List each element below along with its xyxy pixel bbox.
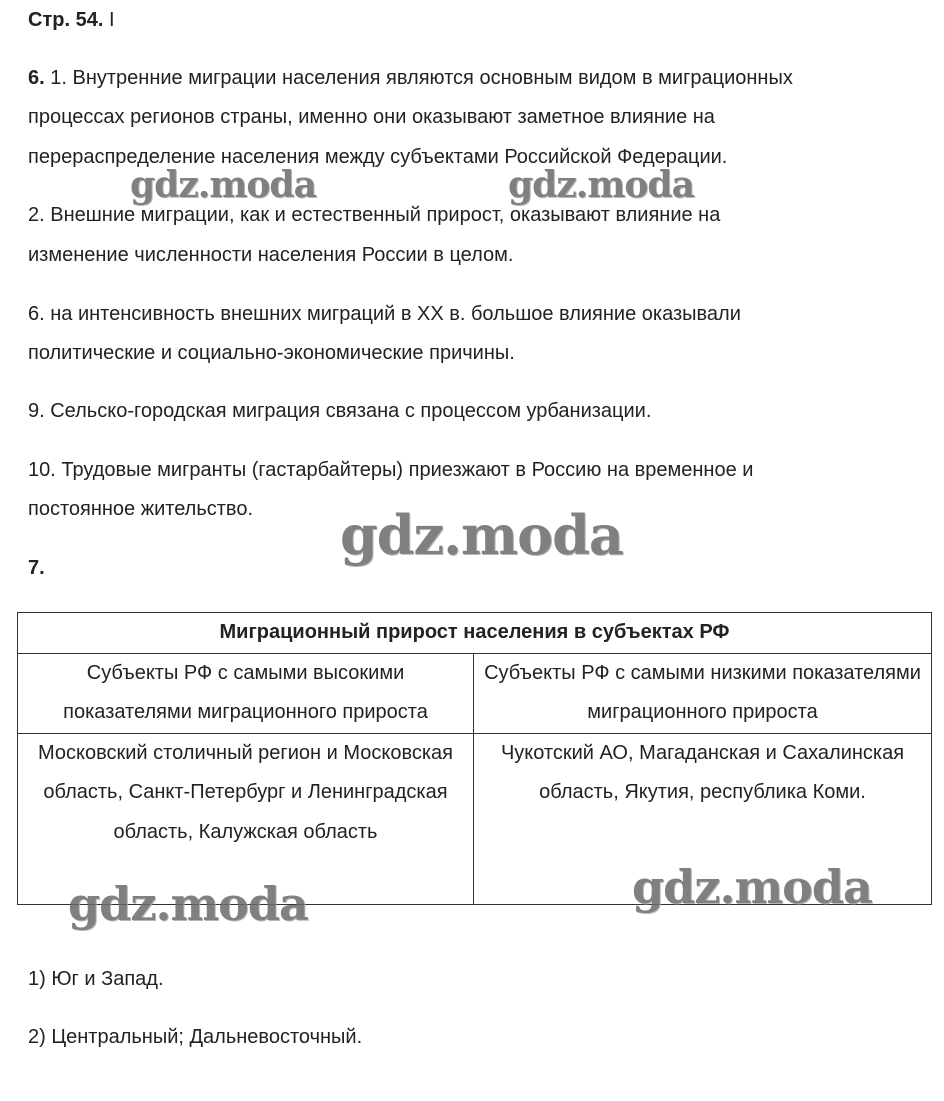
task6-p1-line3: перераспределение населения между субъектами Российской Федерации. <box>28 146 728 168</box>
task6-p3-line2: политические и социально-экономические причины. <box>28 342 515 364</box>
task6-p1-line1 <box>28 59 793 99</box>
watermark: gdz.moda <box>632 860 872 914</box>
task6-p4-line1: 9. Сельско-городская миграция связана с процессом урбанизации. <box>28 400 652 422</box>
header-high: Субъекты РФ с самыми высокими показателями миграционного прироста <box>18 653 474 733</box>
answer-1: 1) Юг и Запад. <box>28 968 164 990</box>
p1-text: 1. Внутренние миграции населения являются основным видом в миграционных <box>50 67 793 89</box>
task6-p1-line2: процессах регионов страны, именно они оказывают заметное влияние на <box>28 106 715 128</box>
task6-number: 6. <box>28 67 45 89</box>
task6-p5-line2: постоянное жительство. <box>28 498 254 520</box>
task6-p3-line1: 6. на интенсивность внешних миграций в XX в. большое влияние оказывали <box>28 303 741 325</box>
page-number: Стр. 54. <box>28 9 104 31</box>
task7-number: 7. <box>28 557 45 579</box>
answer-2: 2) Центральный; Дальневосточный. <box>28 1026 363 1048</box>
watermark: gdz.moda <box>130 164 316 206</box>
page-header <box>28 1 115 41</box>
task6-p2-line1: 2. Внешние миграции, как и естественный прирост, оказывают влияние на <box>28 204 721 226</box>
task6-p2-line2: изменение численности населения России в целом. <box>28 244 514 266</box>
cell-high: Московский столичный регион и Московская область, Санкт-Петербург и Ленинградская область, Калужская область <box>18 733 474 904</box>
cell-low: Чукотский АО, Магаданская и Сахалинская область, Якутия, республика Коми. <box>474 733 932 904</box>
watermark: gdz.moda <box>340 503 623 567</box>
task6-p5-line1: 10. Трудовые мигранты (гастарбайтеры) приезжают в Россию на временное и <box>28 459 754 481</box>
watermark: gdz.moda <box>68 877 308 931</box>
table-title: Миграционный прирост населения в субъектах РФ <box>18 613 932 654</box>
watermark: gdz.moda <box>508 164 694 206</box>
header-low: Субъекты РФ с самыми низкими показателями миграционного прироста <box>474 653 932 733</box>
page-marker: I <box>108 9 115 31</box>
